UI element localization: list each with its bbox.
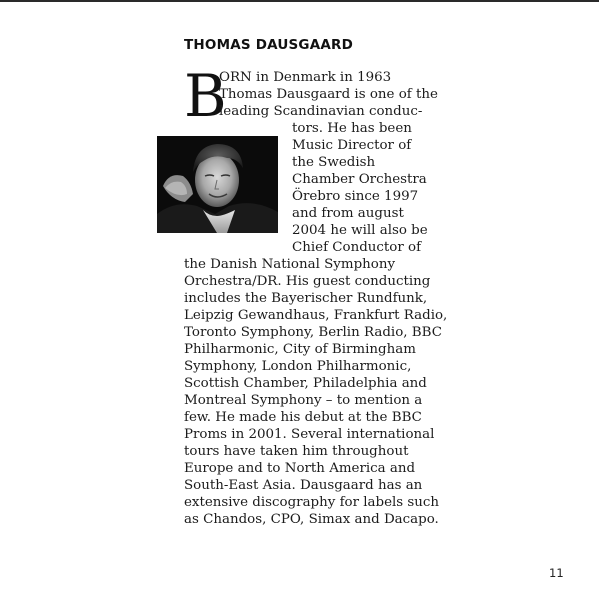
top-rule (0, 0, 599, 2)
bio-line-8: Örebro since 1997 (292, 189, 419, 204)
bio-line-9: and from august (292, 206, 404, 221)
bio-line-12: the Danish National Symphony (184, 257, 396, 272)
conductor-portrait-image (157, 136, 278, 233)
bio-line-25: South-East Asia. Dausgaard has an (184, 478, 423, 493)
conductor-photo (157, 136, 278, 233)
bio-line-6: the Swedish (292, 155, 376, 170)
page-number: 11 (549, 566, 564, 580)
drop-cap: B (184, 62, 227, 130)
bio-line-11: Chief Conductor of (292, 240, 422, 255)
bio-line-2: Thomas Dausgaard is one of the (219, 87, 438, 102)
bio-line-15: Leipzig Gewandhaus, Frankfurt Radio, (184, 308, 448, 323)
bio-line-27: as Chandos, CPO, Simax and Dacapo. (184, 512, 439, 527)
bio-line-14: includes the Bayerischer Rundfunk, (184, 291, 428, 306)
bio-line-16: Toronto Symphony, Berlin Radio, BBC (184, 325, 442, 340)
bio-line-7: Chamber Orchestra (292, 172, 427, 187)
bio-line-5: Music Director of (292, 138, 412, 153)
bio-line-21: few. He made his debut at the BBC (184, 410, 422, 425)
bio-line-17: Philharmonic, City of Birmingham (184, 342, 416, 357)
bio-line-3: leading Scandinavian conduc- (219, 104, 423, 119)
bio-line-19: Scottish Chamber, Philadelphia and (184, 376, 427, 391)
bio-line-1: ORN in Denmark in 1963 (219, 70, 392, 85)
bio-line-13: Orchestra/DR. His guest conducting (184, 274, 431, 289)
bio-line-23: tours have taken him throughout (184, 444, 409, 459)
bio-line-24: Europe and to North America and (184, 461, 416, 476)
bio-line-20: Montreal Symphony – to mention a (184, 393, 423, 408)
bio-line-18: Symphony, London Philharmonic, (184, 359, 412, 374)
bio-line-10: 2004 he will also be (292, 223, 428, 238)
bio-line-4: tors. He has been (292, 121, 412, 136)
bio-line-22: Proms in 2001. Several international (184, 427, 435, 442)
bio-line-26: extensive discography for labels such (184, 495, 440, 510)
page-title: THOMAS DAUSGAARD (184, 37, 353, 53)
